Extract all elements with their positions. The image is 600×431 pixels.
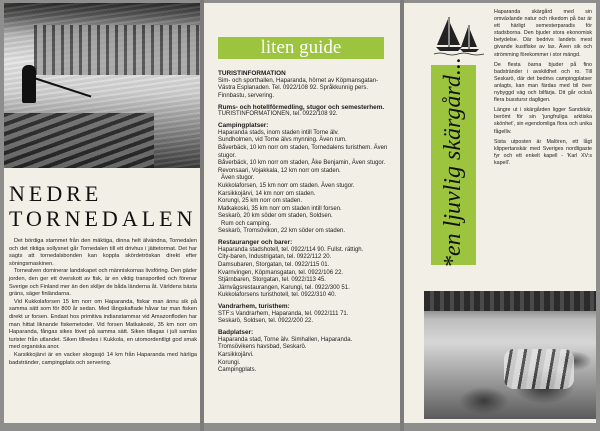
section-heading: Badplatser: [218,329,254,337]
guide-line: Kvarnvingen, Köpmansgatan, tel. 0922/106 22. [218,269,344,276]
guide-line: Seskarö, Tromsövikon, 22 km söder om staden. [218,228,346,235]
region-title-line-1: NEDRE [9,181,103,206]
guide-line: Sundholmen, vid Torne älvs mynning. Även rum. [218,137,347,144]
intro-paragraph: Vid Kukkolaforsen 15 km norr om Haparanda, fiskar man ännu sik på samma sätt som för 800 år sedan. Med långskaftade håvar tar man fisken direkt ur forsen. Endast hos primitiva indianstammar vid Amazonfloden har man hittat liknande fiskemetoder. Vid forsen Matkakoski, 35 km norr om Haparanda, fångas sikes lövet på samma sätt. Siken tillagas i juli samlas turister från utlandet. Siken tillredes i Kukkola, en utomordentligt god smak med organiska anor. [9,298,197,351]
section-heading: Rums- och hotellförmedling, stugor och semesterhem. [218,103,385,111]
guide-line: STF:s Vandrarhem, Haparanda, tel. 0922/111 71. [218,310,349,317]
archipelago-paragraph: Längre ut i skärgården ligger Sandskär, berömt för sin 'jungfruliga arktiska skönhet', sin egendomliga flora och unika fågelliv. [494,107,592,135]
guide-line: Damsubaren, Storgatan, tel. 0922/115 01. [218,262,330,269]
guide-line: Campingplats. [218,367,257,374]
guide-line: Seskarö, Soldsen, tel. 0922/200 22. [218,318,314,325]
guide-list [218,67,390,375]
intro-paragraph: Karsikkojärvi är en vacker skogssjö 14 km från Haparanda med härliga badstränder, campingplats och servering. [9,351,197,366]
intro-paragraph: Det bördiga stammet från den mäktiga, dinna helt älvändna, Tornedalen och det riktiga sollysnet går Tornedalen till ett drivhus i jättetormat. Det har sagts att tornedalsbonden kan koppla skördetröskan direkt efter söningsmaskinen. [9,238,197,267]
river-log-photo [4,3,200,168]
middle-panel [204,3,400,423]
guide-line: Karsikkojärvi, 14 km norr om staden. [218,190,316,197]
guide-line: Seskarö, 20 km söder om staden, Soldsen. [218,213,333,220]
guide-banner: liten guide [218,37,384,59]
guide-line: Tromsövikens havsbad, Seskarö. [218,344,307,351]
guide-line: TURISTINFORMATIONEN, tel. 0922/108 92. [218,111,338,118]
guide-line: Matkakoski, 35 km norr om staden intill forsen. [218,205,342,212]
guide-line: Korungi. [218,359,241,366]
guide-line: Haparanda stadshotell, tel. 0922/114 90. Fullst. rättigh. [218,246,364,253]
archipelago-text [494,9,592,170]
region-title-line-2: TORNEDALEN [9,206,197,231]
section-heading: Restauranger och barer: [218,239,293,247]
intro-paragraph: Tornealven dominerar landskapet och människornas livsföring. Den gäder jorden, den ger ett överskott av fisk, är en viktig transportled och förenar Sverige och Finland mer än den skiljer de båda länderna åt. Världens bästa gräns, säger finländarna. [9,268,197,298]
sailboats-illustration [434,15,484,57]
guide-line: Sim- och sporthallen, Haparanda, hörnet av Köpmansgatan-Västra Esplanaden. Tel. 0922/108 92. Språkkunnig pers. Finnbastu, servering. [218,77,379,99]
guide-line: Korungi, 25 km norr om staden. [218,198,303,205]
guide-line: Rum och camping. [221,220,272,227]
vertical-title: *en ljuvlig skärgård... [440,57,466,268]
guide-line: Kukkolaforsen, 15 km norr om staden. Även stugor. [218,182,355,189]
archipelago-paragraph: Sista utposten är Malören, ett lågt klippertanskär med Sveriges nordligaste fyr och ett enkelt kapell - 'Karl XV:s kapell'. [494,138,592,166]
guide-line: Haparanda stads, inom staden intill Torne älv. [218,129,339,136]
region-title [9,181,199,231]
guide-line: Järnvägsrestaurangen, Karungi, tel. 0922/300 51. [218,284,350,291]
guide-line: Stjärnbaren, Storgatan, tel. 0922/113 45. [218,277,326,284]
section-heading: TURISTINFORMATION [218,70,286,77]
right-panel [404,3,596,423]
archipelago-paragraph: De flesta öarna bjuder på fino badstränder i avskildhet och ro. Till Seskarö, där det bedrivs campingplatser anlagts, kan man färdas med bil över nybyggd väg och bilfärja. Dit går också flera busstursr dagligen. [494,61,592,104]
guide-line: Även stugor. [221,175,255,182]
guide-line: Båverbäck, 10 km norr om staden, Tornedalens turisthem. Även stugor. [218,144,388,159]
section-heading: Vandrarhem, turisthem: [218,303,290,311]
left-panel [4,3,200,423]
guide-line: Revonsaari, Vojakkala, 12 km norr om staden. [218,167,341,174]
guide-line: Haparanda stad, Torne älv. Simhallen, Haparanda. [218,336,353,343]
beach-photo [424,291,596,419]
guide-line: Båverbäck, 10 km norr om staden, Åke Benjamin, Även stugor. [218,160,386,167]
guide-line: Kukkolaforsens turisthotell, tel. 0922/310 40. [218,292,337,299]
intro-text [9,238,197,367]
archipelago-paragraph: Haparanda skärgård med sin omväxlande natur och rikedom på öar är ett härligt semesterparadis för stadsborna. Den bjuder stora ekonomisk betydelse. Där bedrivs landets mest givande kustfiske av lax. Även sik och strömming förekommer i stor mängd. [494,9,592,58]
section-heading: Campingplatser: [218,121,269,129]
guide-line: City-baren, Industrigatan, tel. 0922/112 20. [218,254,332,261]
guide-line: Karsikkojärvi. [218,352,254,358]
